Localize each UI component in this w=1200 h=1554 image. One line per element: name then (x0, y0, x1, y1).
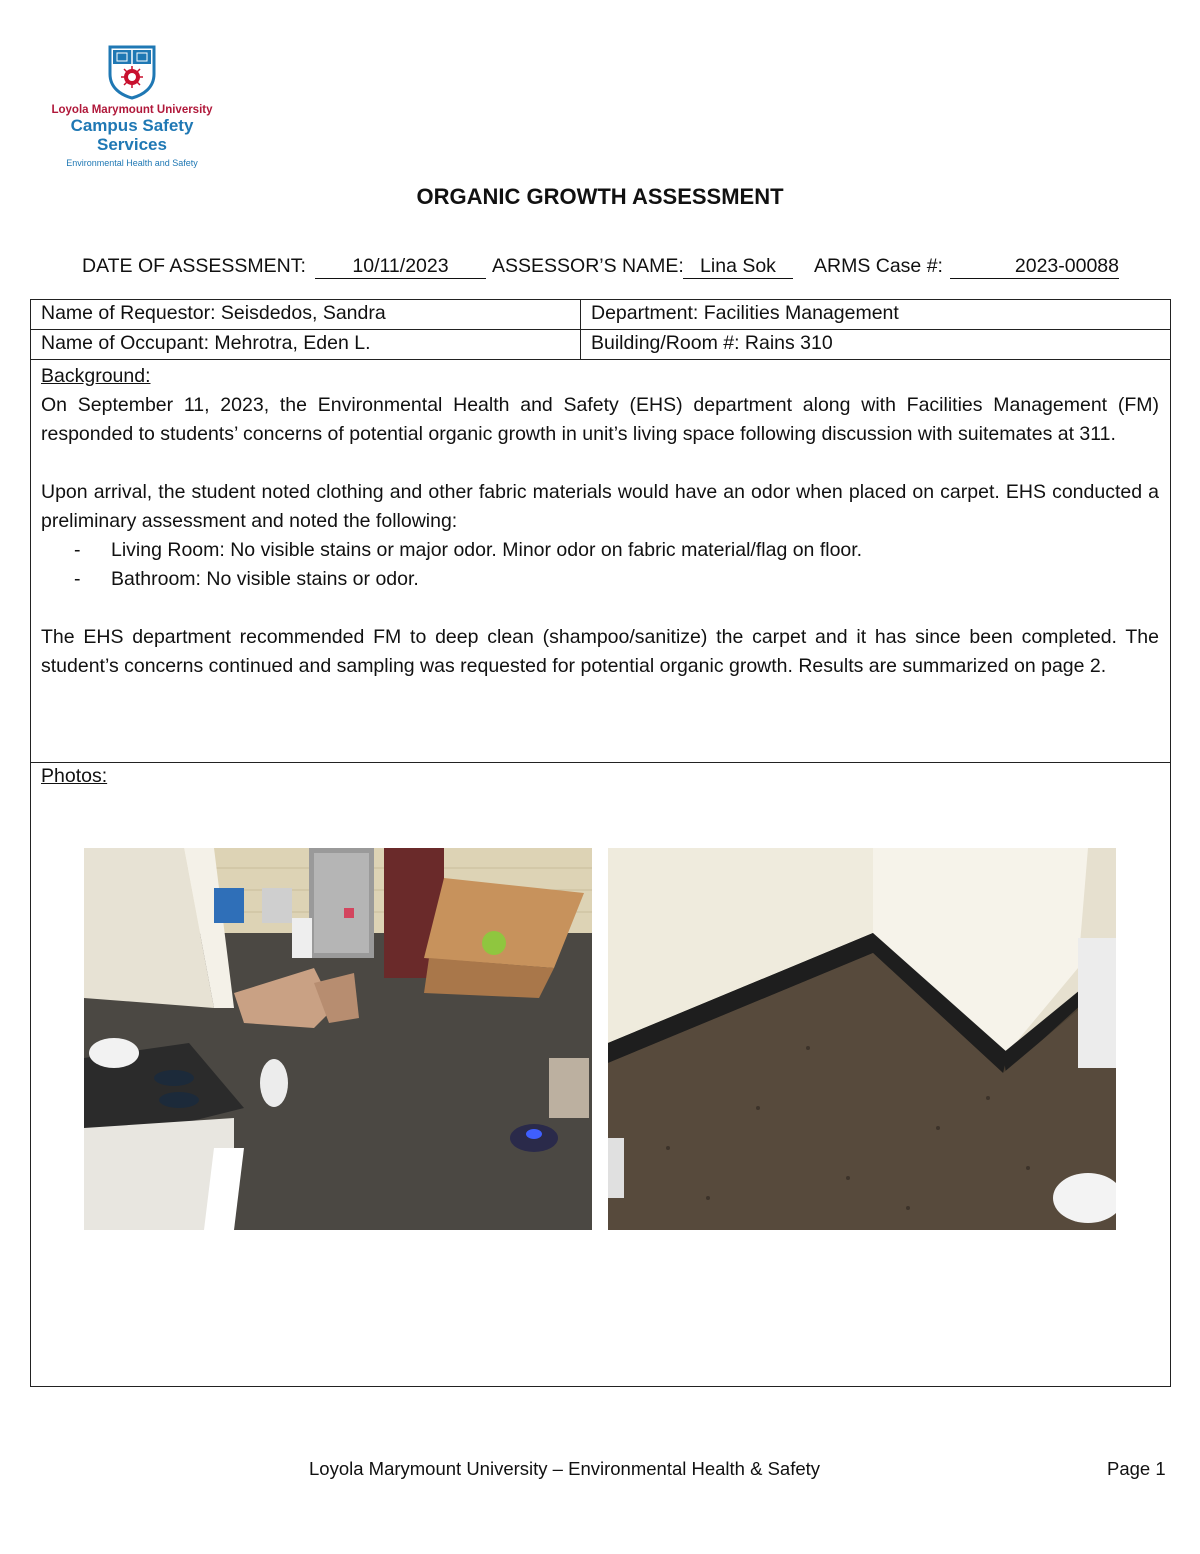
date-value: 10/11/2023 (315, 255, 486, 279)
case-value: 2023-00088 (950, 255, 1119, 279)
logo-unit: Environmental Health and Safety (66, 158, 198, 168)
photos-heading: Photos: (41, 765, 108, 787)
occupant-cell: Name of Occupant: Mehrotra, Eden L. (31, 330, 581, 359)
photo-living-room (84, 848, 592, 1230)
info-row-2 (30, 329, 1171, 360)
bullet-bathroom: Bathroom: No visible stains or odor. (111, 568, 419, 590)
background-paragraph-1: On September 11, 2023, the Environmental Health and Safety (EHS) department along with Facilities Management (FM) responded to students’ concerns of potential organic growth in unit’s living space following discussion with suitemates at 311. (41, 394, 1159, 445)
assessor-value: Lina Sok (683, 255, 793, 279)
logo-university-name: Loyola Marymount University (51, 104, 213, 116)
requestor-cell: Name of Requestor: Seisdedos, Sandra (31, 300, 581, 329)
info-row-1 (30, 299, 1171, 330)
building-cell: Building/Room #: Rains 310 (591, 332, 833, 354)
background-heading: Background: (41, 365, 151, 387)
background-paragraph-2: Upon arrival, the student noted clothing and other fabric materials would have an odor when placed on carpet. EHS conducted a preliminary assessment and noted the following: (41, 481, 1159, 532)
date-label: DATE OF ASSESSMENT: (82, 255, 306, 277)
department-cell: Department: Facilities Management (591, 302, 899, 324)
case-label: ARMS Case #: (814, 255, 943, 277)
photo-carpet-corner (608, 848, 1116, 1230)
logo-department-line2: Services (97, 135, 167, 154)
shield-crest-icon (107, 44, 157, 100)
document-title: ORGANIC GROWTH ASSESSMENT (416, 184, 784, 209)
footer-text: Loyola Marymount University – Environmental Health & Safety (309, 1458, 821, 1479)
assessor-label: ASSESSOR’S NAME: (492, 255, 684, 277)
background-paragraph-3: The EHS department recommended FM to deep clean (shampoo/sanitize) the carpet and it has since been completed. The student’s concerns continued and sampling was requested for potential organic growth. Results are summarized on page 2. (41, 626, 1159, 677)
background-content (41, 362, 1159, 681)
logo-department-line1: Campus Safety (70, 116, 194, 135)
bullet-item: - Bathroom: No visible stains or odor. (41, 565, 1159, 594)
bullet-item: - Living Room: No visible stains or major odor. Minor odor on fabric material/flag on floor. (41, 536, 1159, 565)
lmu-logo (46, 44, 218, 168)
page-number: Page 1 (1107, 1458, 1166, 1479)
bullet-living-room: Living Room: No visible stains or major odor. Minor odor on fabric material/flag on floor. (111, 539, 863, 561)
